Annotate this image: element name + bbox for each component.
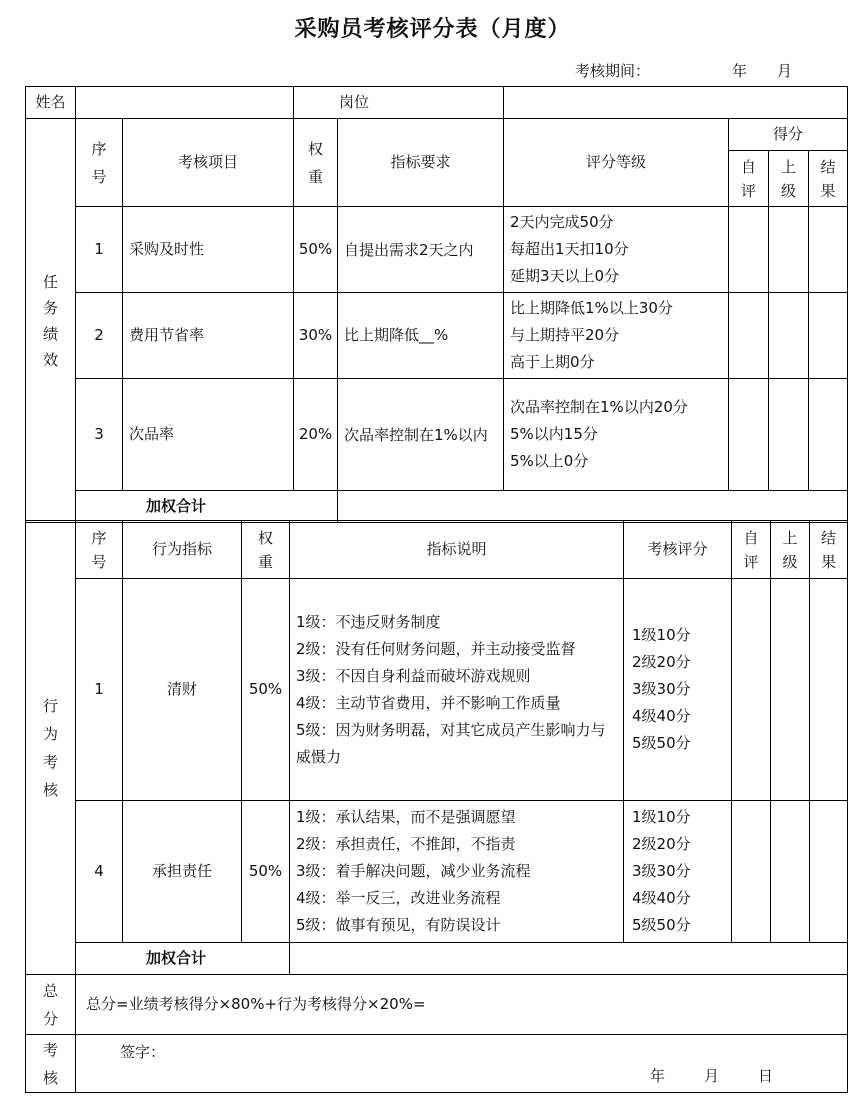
header-result [809, 151, 848, 207]
header-item: 考核项目 [123, 119, 294, 207]
row-grades [504, 207, 729, 293]
grade-line: 延期3天以上0分 [510, 267, 620, 285]
task-weighted-total-label: 加权合计 [76, 491, 338, 523]
desc-line: 4级：举一反三，改进业务流程 [296, 889, 501, 907]
superior-score-cell[interactable] [769, 207, 809, 293]
header-superior-text: 上级 [782, 528, 798, 571]
grade-line: 2级20分 [632, 835, 691, 853]
header-behavior-item: 行为指标 [123, 521, 242, 579]
total-score-label-text: 总分 [42, 981, 58, 1028]
desc-line: 3级：着手解决问题，减少业务流程 [296, 862, 531, 880]
desc-line: 2级：没有任何财务问题，并主动接受监督 [296, 639, 576, 658]
row-grades [504, 293, 729, 379]
header-requirement: 指标要求 [338, 119, 504, 207]
name-label: 姓名 [26, 87, 76, 119]
period-month-label: 月 [777, 62, 793, 80]
superior-score-cell[interactable] [769, 379, 809, 491]
post-label: 岗位 [294, 87, 504, 119]
post-field[interactable] [504, 87, 848, 119]
grade-line: 高于上期0分 [510, 353, 595, 371]
grade-line: 5级50分 [632, 916, 691, 934]
table-row [26, 293, 848, 379]
grade-line: 次品率控制在1%以内20分 [510, 398, 688, 416]
total-score-formula[interactable]: 总分=业绩考核得分×80%+行为考核得分×20%= [76, 975, 848, 1035]
row-grades [624, 579, 732, 801]
grade-line: 3级30分 [632, 862, 691, 880]
desc-line: 3级：不因自身利益而破坏游戏规则 [296, 666, 531, 685]
desc-line: 4级：主动节省费用，并不影响工作质量 [296, 693, 561, 712]
self-score-cell[interactable] [729, 207, 769, 293]
header-self [732, 521, 771, 579]
assessment-period [575, 60, 792, 81]
row-requirement: 比上期降低__% [338, 293, 504, 379]
header-seq [76, 119, 123, 207]
row-requirement: 次品率控制在1%以内 [338, 379, 504, 491]
task-weighted-total-field[interactable] [338, 491, 848, 523]
row-description [290, 801, 624, 943]
grade-line: 1级10分 [632, 626, 691, 644]
result-score-cell[interactable] [809, 207, 848, 293]
table-row [26, 207, 848, 293]
table-row [26, 801, 848, 943]
header-grade: 评分等级 [504, 119, 729, 207]
row-description [290, 579, 624, 801]
header-self-text: 自评 [743, 528, 759, 571]
signature-day: 日 [758, 1067, 774, 1085]
grade-line: 4级40分 [632, 889, 691, 907]
behavior-weighted-total-label: 加权合计 [76, 943, 290, 975]
grade-line: 与上期持平20分 [510, 326, 620, 344]
grade-line: 每超出1天扣10分 [510, 240, 629, 258]
result-score-cell[interactable] [810, 579, 848, 801]
header-result-text: 结果 [820, 528, 836, 571]
table-row [26, 379, 848, 491]
row-item: 次品率 [123, 379, 294, 491]
signature-cell[interactable] [76, 1035, 848, 1093]
form-title: 采购员考核评分表（月度） [294, 17, 571, 42]
self-score-cell[interactable] [732, 579, 771, 801]
header-assessment-score: 考核评分 [624, 521, 732, 579]
row-weight: 50% [242, 801, 290, 943]
table-row [26, 579, 848, 801]
superior-score-cell[interactable] [771, 579, 810, 801]
self-score-cell[interactable] [732, 801, 771, 943]
grade-line: 4级40分 [632, 707, 691, 725]
header-superior-text: 上级 [781, 157, 797, 200]
header-seq [76, 521, 123, 579]
grade-line: 3级30分 [632, 680, 691, 698]
task-section-label-text: 任务绩效 [42, 272, 58, 369]
header-superior [771, 521, 810, 579]
header-seq-text: 序号 [91, 528, 107, 571]
period-year-label: 年 [732, 62, 748, 80]
row-seq: 1 [76, 579, 123, 801]
behavior-weighted-total-field[interactable] [290, 943, 848, 975]
task-section-label [26, 119, 76, 523]
self-score-cell[interactable] [729, 379, 769, 491]
grade-line: 1级10分 [632, 808, 691, 826]
header-self [729, 151, 769, 207]
header-weight [242, 521, 290, 579]
task-performance-table [25, 86, 848, 523]
header-score: 得分 [729, 119, 848, 151]
header-description: 指标说明 [290, 521, 624, 579]
review-label-text: 考核 [42, 1040, 58, 1087]
grade-line: 5%以内15分 [510, 425, 598, 443]
header-superior [769, 151, 809, 207]
result-score-cell[interactable] [809, 293, 848, 379]
header-weight-text: 权重 [307, 139, 323, 186]
row-weight: 20% [294, 379, 338, 491]
superior-score-cell[interactable] [771, 801, 810, 943]
row-seq: 3 [76, 379, 123, 491]
header-result-text: 结果 [820, 157, 836, 200]
name-field[interactable] [76, 87, 294, 119]
grade-line: 比上期降低1%以上30分 [510, 299, 673, 317]
result-score-cell[interactable] [810, 801, 848, 943]
review-label [26, 1035, 76, 1093]
row-seq: 1 [76, 207, 123, 293]
row-seq: 4 [76, 801, 123, 943]
desc-line: 1级：不违反财务制度 [296, 612, 441, 631]
desc-line: 5级：因为财务明磊，对其它成员产生影响力与威慑力 [296, 720, 606, 766]
superior-score-cell[interactable] [769, 293, 809, 379]
signature-month: 月 [704, 1067, 720, 1085]
grade-line: 2天内完成50分 [510, 213, 614, 231]
row-requirement: 自提出需求2天之内 [338, 207, 504, 293]
self-score-cell[interactable] [729, 293, 769, 379]
signature-year: 年 [650, 1067, 666, 1085]
row-weight: 50% [294, 207, 338, 293]
row-item: 采购及时性 [123, 207, 294, 293]
row-item: 费用节省率 [123, 293, 294, 379]
total-score-label [26, 975, 76, 1035]
grade-line: 5级50分 [632, 734, 691, 752]
result-score-cell[interactable] [809, 379, 848, 491]
header-result [810, 521, 848, 579]
signature-label: 签字： [120, 1043, 166, 1061]
period-label: 考核期间： [575, 62, 651, 80]
header-weight-text: 权重 [257, 528, 273, 571]
row-grades [624, 801, 732, 943]
grade-line: 5%以上0分 [510, 452, 589, 470]
row-item: 承担责任 [123, 801, 242, 943]
behavior-section-label-text: 行为考核 [42, 696, 58, 799]
row-seq: 2 [76, 293, 123, 379]
row-weight: 30% [294, 293, 338, 379]
row-weight: 50% [242, 579, 290, 801]
desc-line: 1级：承认结果，而不是强调愿望 [296, 808, 516, 826]
header-weight [294, 119, 338, 207]
row-item: 清财 [123, 579, 242, 801]
behavior-section-label [26, 521, 76, 975]
behavior-assessment-table [25, 520, 848, 1093]
header-self-text: 自评 [741, 157, 757, 200]
header-seq-text: 序号 [91, 139, 107, 186]
desc-line: 5级：做事有预见，有防误设计 [296, 916, 501, 934]
grade-line: 2级20分 [632, 653, 691, 671]
desc-line: 2级：承担责任，不推卸，不指责 [296, 835, 516, 853]
row-grades [504, 379, 729, 491]
